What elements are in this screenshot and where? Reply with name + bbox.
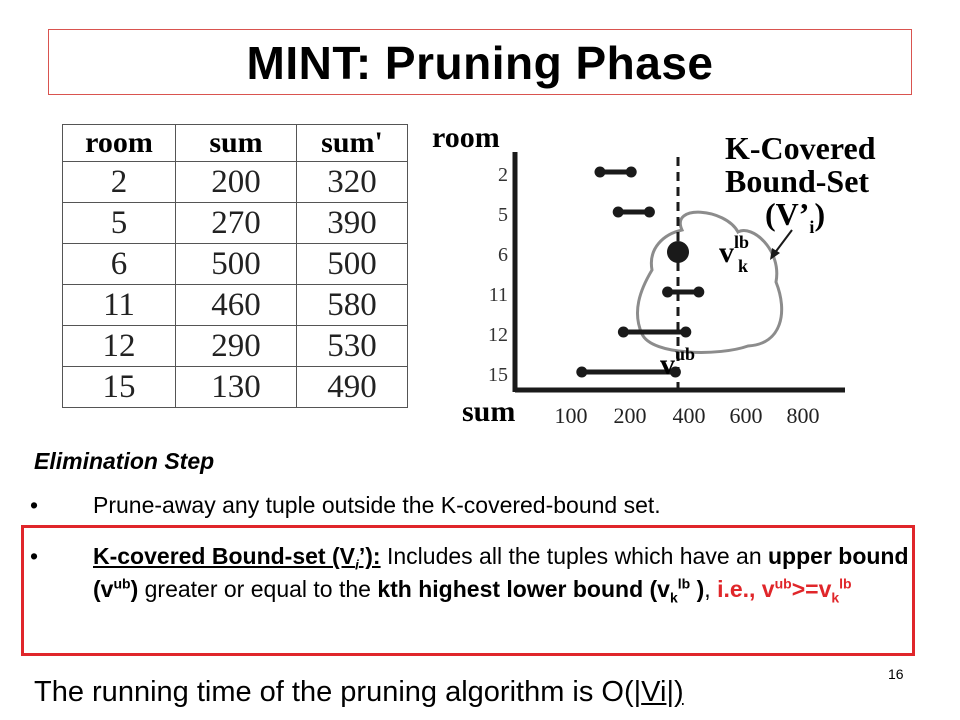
x-tick-label: 600: [729, 403, 763, 428]
table-cell: 500: [297, 244, 408, 285]
table-cell: 320: [297, 162, 408, 203]
x-tick-label: 100: [554, 403, 588, 428]
table-row: [63, 162, 408, 203]
table-header-row: [63, 125, 408, 162]
bullet-marker: •: [30, 492, 39, 518]
table-cell: 530: [297, 326, 408, 367]
interval-endpoint: [693, 287, 704, 298]
table-cell: 6: [63, 244, 176, 285]
term-k-covered: K-covered Bound-set $(V_i’)$:: [93, 543, 381, 573]
table-cell: 130: [176, 367, 297, 408]
interval-endpoint: [644, 207, 655, 218]
vub-label: $v^{ub}$: [660, 344, 696, 381]
vk-lb-label: $v^{lb}$: [719, 232, 750, 269]
x-tick-label: 400: [672, 403, 706, 428]
term-kth-lower-bound: kth highest lower bound ($v_k^{lb}$ ): [377, 575, 705, 606]
y-tick-label: 5: [498, 204, 508, 226]
interval-endpoint: [662, 287, 673, 298]
interval-endpoint: [680, 327, 691, 338]
page-number: 16: [888, 666, 904, 682]
annotation-k-covered: K-Covered: [725, 130, 876, 166]
table-cell: 11: [63, 285, 176, 326]
y-tick-label: 6: [498, 244, 508, 266]
y-tick-label: 12: [488, 324, 508, 346]
table-row: [63, 326, 408, 367]
interval-point: [667, 241, 689, 263]
table-cell: 500: [176, 244, 297, 285]
y-axis-title: room: [432, 121, 500, 154]
annotation-arrow: [774, 230, 792, 254]
table-cell: 5: [63, 203, 176, 244]
table-row: [63, 367, 408, 408]
title-box: [48, 29, 912, 95]
x-axis-title: sum: [462, 395, 516, 428]
x-tick-label: 200: [613, 403, 647, 428]
interval-endpoint: [576, 367, 587, 378]
table-cell: 390: [297, 203, 408, 244]
table-cell: 270: [176, 203, 297, 244]
definition-text: K-covered Bound-set $(V_i’)$: Includes all the tuples which have an upper bound $(v^{ub})$ greater or equal to the kth highest lower bound ($v_k^{lb}$ ), i.e., $v^{ub}>=v_k^{lb}$: [93, 543, 909, 606]
y-tick-label: 2: [498, 164, 508, 186]
table-row: [63, 285, 408, 326]
bullet-marker: •: [30, 543, 39, 569]
table-cell: 460: [176, 285, 297, 326]
slide-title: MINT: Pruning Phase: [246, 37, 714, 89]
annotation-bound-set: Bound-Set: [725, 163, 870, 199]
elimination-heading: Elimination Step: [34, 448, 215, 474]
bullet-text: Prune-away any tuple outside the K-covered-bound set.: [93, 492, 661, 518]
term-condition: i.e., $v^{ub}>=v_k^{lb}$: [717, 575, 852, 606]
table-cell: 580: [297, 285, 408, 326]
table-cell: 12: [63, 326, 176, 367]
table-cell: 200: [176, 162, 297, 203]
annotation-v-prime-i: $(V’_i)$: [765, 196, 826, 237]
interval-endpoint: [626, 167, 637, 178]
column-header-sum: sum: [176, 125, 297, 162]
table-cell: 15: [63, 367, 176, 408]
column-header-sum-prime: sum': [297, 125, 408, 162]
y-tick-labels: [488, 164, 508, 386]
table-cell: 290: [176, 326, 297, 367]
term-upper-bound: upper bound $(v^{ub})$: [93, 543, 909, 602]
table-row: [63, 244, 408, 285]
interval-endpoint: [595, 167, 606, 178]
vk-sub-label: k: [738, 256, 749, 276]
interval-chart: [420, 112, 920, 434]
interval-endpoint: [618, 327, 629, 338]
table-cell: 490: [297, 367, 408, 408]
y-tick-label: 11: [488, 284, 508, 306]
x-tick-label: 800: [786, 403, 820, 428]
table-row: [63, 203, 408, 244]
room-sum-table: [62, 124, 408, 408]
y-tick-label: 15: [488, 364, 508, 386]
table-cell: 2: [63, 162, 176, 203]
running-time-note: The running time of the pruning algorithm is O(|Vi|): [34, 676, 684, 708]
interval-endpoint: [613, 207, 624, 218]
column-header-room: room: [63, 125, 176, 162]
